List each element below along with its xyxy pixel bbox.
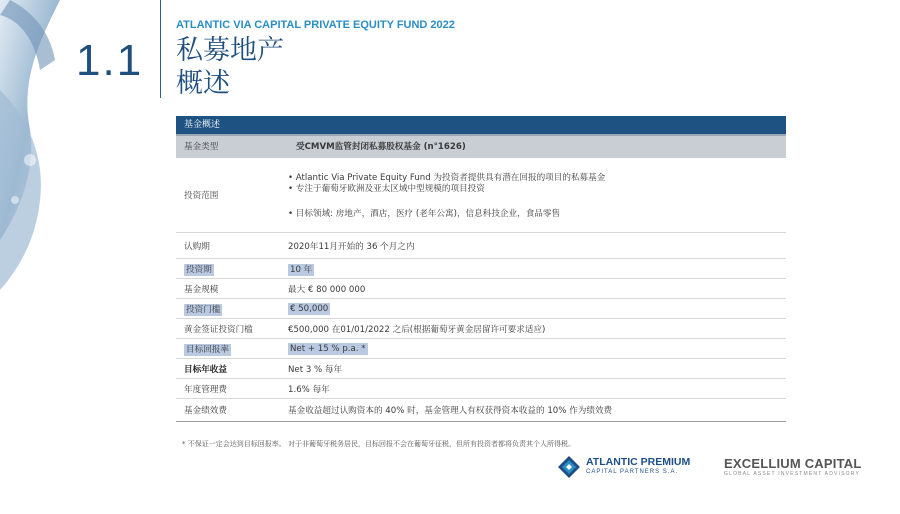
row-value: 1.6% 每年: [288, 384, 330, 395]
atlantic-diamond-icon: [558, 456, 580, 478]
fund-type-value: 受CMVM监管封闭私募股权基金 (n°1626): [296, 142, 466, 152]
table-title: 基金概述: [176, 116, 786, 136]
atlantic-logo-name: ATLANTIC PREMIUM: [586, 456, 691, 468]
excellium-capital-logo: [724, 456, 864, 480]
excellium-logo-name: EXCELLIUM CAPITAL: [724, 456, 862, 471]
heading-line-1: 私募地产: [176, 35, 284, 66]
table-row-performance-fee: [176, 399, 786, 422]
excellium-logo-sub: GLOBAL ASSET INVESTMENT ADVISORY: [724, 471, 861, 477]
fund-title: ATLANTIC VIA CAPITAL PRIVATE EQUITY FUND 2022: [176, 19, 455, 31]
table-row-target-annual-yield: [176, 359, 786, 379]
scope-label: 投资范围: [184, 191, 219, 201]
row-value: 基金收益超过认购资本的 40% 时，基金管理人有权获得资本收益的 10% 作为绩效费: [288, 406, 613, 416]
row-label: 年度管理费: [184, 384, 227, 395]
row-label: 目标回报率: [186, 344, 229, 355]
row-value: € 50,000: [290, 303, 329, 314]
row-label: 投资门槛: [186, 304, 221, 315]
row-value: 10 年: [290, 264, 313, 275]
row-label: 基金规模: [184, 284, 219, 295]
fund-type-row: [176, 136, 786, 158]
fund-type-label: 基金类型: [184, 142, 219, 152]
row-value: Net + 15 % p.a. *: [290, 343, 366, 354]
row-value: 2020年11月开始的 36 个月之内: [288, 241, 415, 252]
row-label: 投资期: [186, 264, 212, 275]
table-row-golden-visa-threshold: [176, 319, 786, 339]
table-row-fund-size: [176, 279, 786, 299]
table-row-management-fee: [176, 379, 786, 399]
table-row-investment-threshold: [176, 299, 786, 319]
scope-value: [288, 171, 786, 220]
section-number: 1.1: [76, 36, 144, 85]
atlantic-premium-logo: [558, 456, 708, 480]
row-value: €500,000 在01/01/2022 之后(根据葡萄牙黄金居留许可要求适应): [288, 324, 546, 335]
page-heading: [176, 34, 284, 100]
atlantic-logo-sub: CAPITAL PARTNERS S.A.: [586, 469, 679, 475]
scope-line: • 目标领域: 房地产，酒店，医疗 (老年公寓)，信息科技企业，食品零售: [288, 208, 561, 219]
row-label: 认购期: [184, 241, 210, 252]
heading-line-2: 概述: [176, 68, 230, 99]
scope-line: • Atlantic Via Private Equity Fund 为投资者提供具有潜在回报的项目的私募基金: [288, 172, 606, 183]
row-label: 黄金签证投资门槛: [184, 324, 253, 335]
row-label: 基金绩效费: [184, 406, 227, 416]
table-row-subscription-period: [176, 233, 786, 259]
scope-line: • 专注于葡萄牙欧洲及亚太区域中型规模的项目投资: [288, 183, 485, 194]
fund-overview-table: [176, 116, 786, 422]
row-label: 目标年收益: [184, 364, 227, 375]
header-divider-line: [160, 0, 161, 98]
row-value: Net 3 % 每年: [288, 364, 343, 375]
footnote: * 不保证一定会达到目标回报率。 对于非葡萄牙税务居民，目标回报不会在葡萄牙征税，但所有投资者都将负责其个人所得税。: [182, 440, 575, 448]
row-value: 最大 € 80 000 000: [288, 284, 366, 295]
table-row-investment-period: [176, 259, 786, 279]
table-row-target-return: [176, 339, 786, 359]
scope-row: [176, 158, 786, 233]
